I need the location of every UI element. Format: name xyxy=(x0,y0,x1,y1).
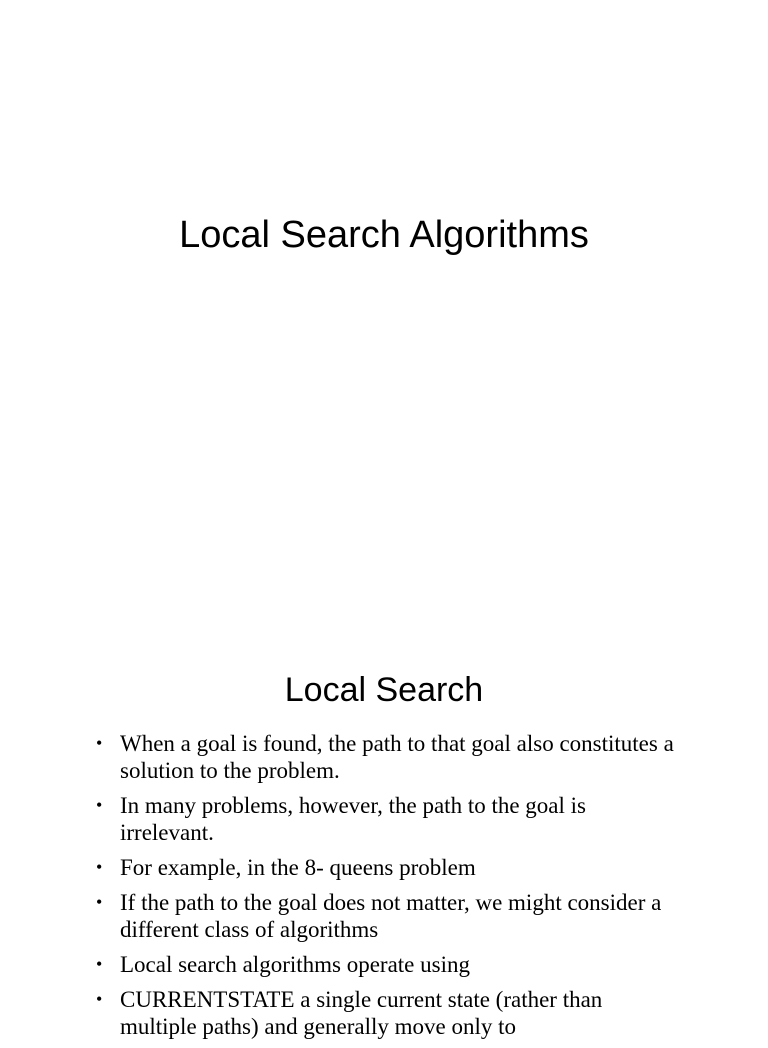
bullet-item xyxy=(94,854,674,881)
bullet-icon: • xyxy=(96,892,103,912)
bullet-item xyxy=(94,889,674,943)
bullet-item xyxy=(94,951,674,978)
bullet-text: When a goal is found, the path to that goal also constitutes a solution to the problem. xyxy=(120,731,674,783)
bullet-text: If the path to the goal does not matter, we might consider a different class of algorithms xyxy=(120,890,662,942)
bullet-list xyxy=(94,730,674,1048)
bullet-icon: • xyxy=(96,954,103,974)
bullet-icon: • xyxy=(96,733,103,753)
bullet-icon: • xyxy=(96,857,103,877)
slide-heading: Local Search xyxy=(284,671,484,709)
bullet-icon: • xyxy=(96,795,103,815)
bullet-item xyxy=(94,792,674,846)
slide-title: Local Search Algorithms xyxy=(179,214,589,256)
bullet-item xyxy=(94,986,674,1040)
bullet-icon: • xyxy=(96,989,103,1009)
content-slide xyxy=(0,600,768,1039)
bullet-text: In many problems, however, the path to the goal is irrelevant. xyxy=(120,793,586,845)
bullet-text: For example, in the 8- queens problem xyxy=(120,855,476,880)
bullet-text: CURRENTSTATE a single current state (rather than multiple paths) and generally move only to xyxy=(120,987,603,1039)
bullet-text: Local search algorithms operate using xyxy=(120,952,470,977)
bullet-item xyxy=(94,730,674,784)
